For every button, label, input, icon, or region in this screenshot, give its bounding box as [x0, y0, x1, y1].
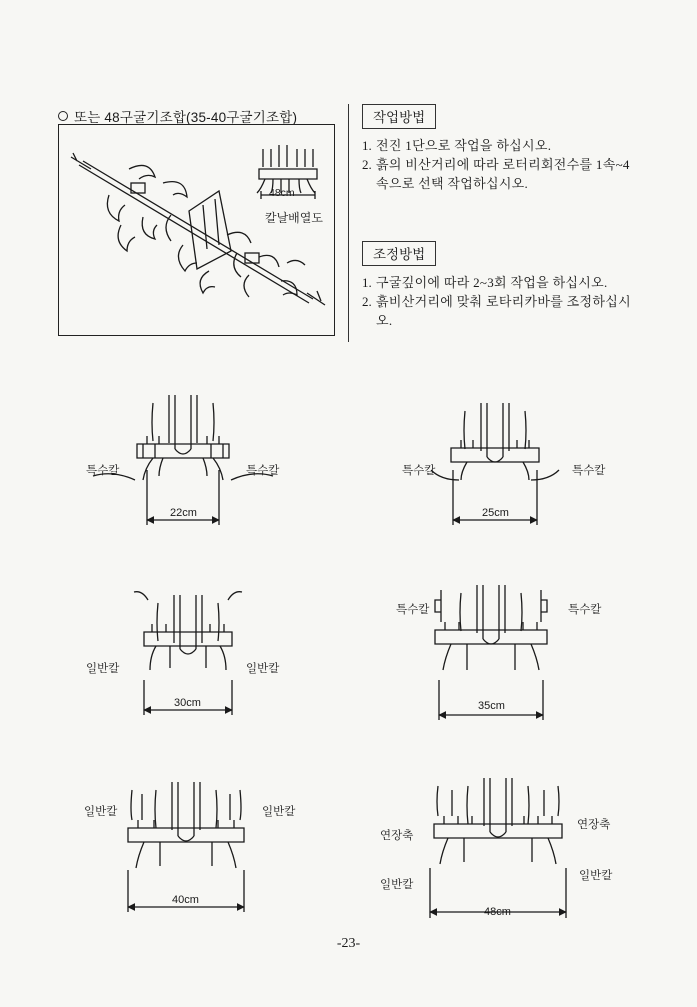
diagram-2-left-label: 특수칼 [402, 465, 436, 477]
list-item-number: 2. [362, 157, 372, 172]
diagram-3-right-label: 일반칼 [246, 663, 280, 675]
diagram-6-extra-right-label: 연장축 [577, 819, 611, 831]
list-item-number: 1. [362, 138, 372, 153]
diagram-3-width: 30cm [174, 697, 201, 709]
diagram-2-right-label: 특수칼 [572, 465, 606, 477]
diagram-6-right-label: 일반칼 [579, 870, 613, 882]
diagram-6-left-label: 일반칼 [380, 879, 414, 891]
diagram-6-extra-left-label: 연장축 [380, 830, 414, 842]
diagram-6-width: 48cm [484, 906, 511, 918]
adjust-method-title: 조정방법 [362, 241, 436, 266]
top-figure-caption: 칼날배열도 [265, 211, 323, 225]
page-number: -23- [336, 936, 361, 951]
diagram-1-left-label: 특수칼 [86, 465, 120, 477]
list-item-number: 1. [362, 275, 372, 290]
list-item-text: 구굴깊이에 따라 2~3회 작업을 하십시오. [376, 275, 608, 290]
diagram-4-width: 35cm [478, 700, 505, 712]
diagram-5-width: 40cm [172, 894, 199, 906]
list-item-text: 전진 1단으로 작업을 하십시오. [376, 138, 552, 153]
diagram-5-right-label: 일반칼 [262, 806, 296, 818]
diagram-5-left-label: 일반칼 [84, 806, 118, 818]
diagram-40cm [128, 782, 244, 912]
diagram-2-width: 25cm [482, 507, 509, 519]
list-item-number: 2. [362, 294, 372, 309]
list-item-text: 흙의 비산거리에 따라 로터리회전수를 1속~4속으로 선택 작업하십시오. [376, 157, 630, 191]
list-item-text: 흙비산거리에 맞춰 로타리카바를 조정하십시오. [376, 294, 631, 328]
diagram-22cm [93, 395, 273, 525]
top-figure-dim-label: 48cm [269, 187, 295, 199]
work-method-title: 작업방법 [362, 104, 436, 129]
diagram-4-right-label: 특수칼 [568, 604, 602, 616]
section-heading-text: 또는 48구굴기조합(35-40구굴기조합) [74, 110, 298, 125]
diagram-1-right-label: 특수칼 [246, 465, 280, 477]
diagram-4-left-label: 특수칼 [396, 604, 430, 616]
diagram-48cm [430, 778, 566, 918]
diagram-1-width: 22cm [170, 507, 197, 519]
diagram-3-left-label: 일반칼 [86, 663, 120, 675]
